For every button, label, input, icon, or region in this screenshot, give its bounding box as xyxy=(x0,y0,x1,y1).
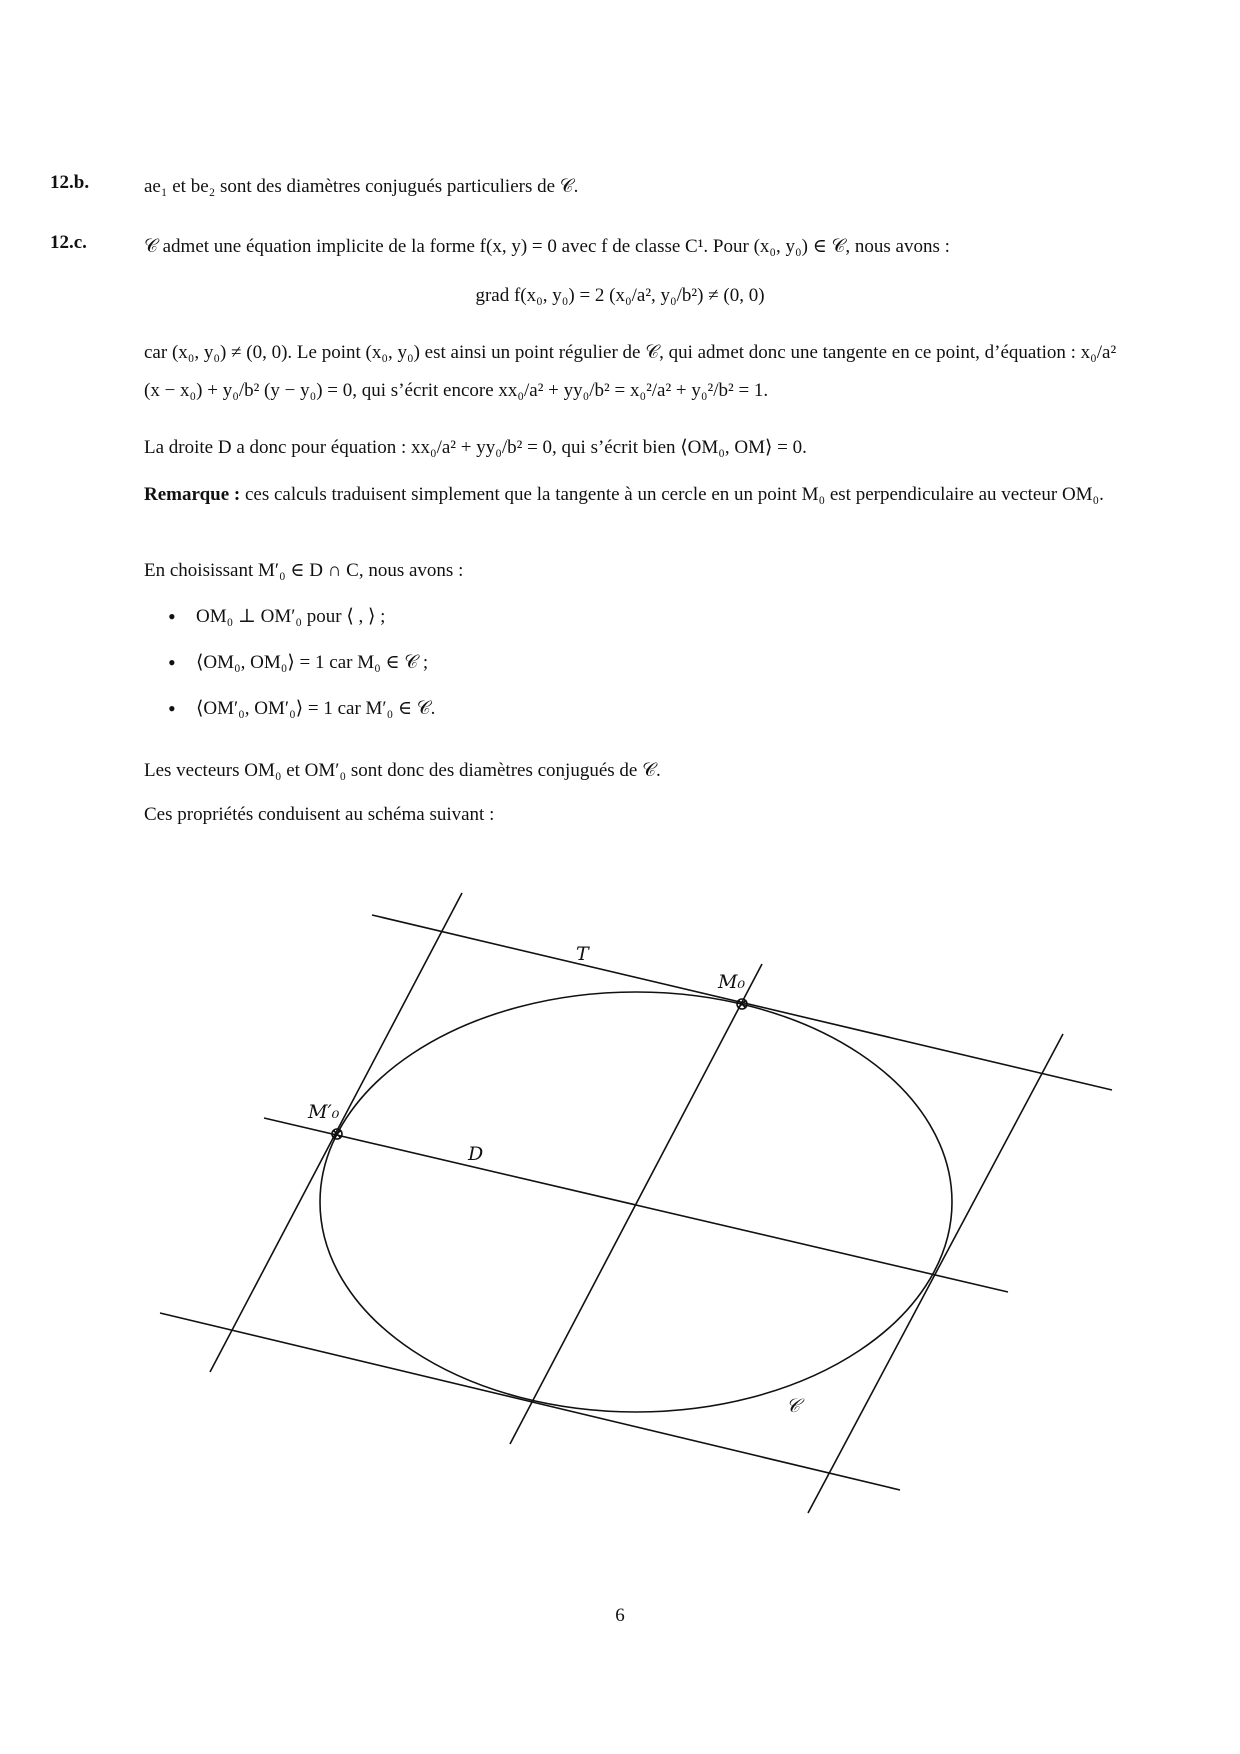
list-item: • ⟨OM₀, OM₀⟩ = 1 car M₀ ∈ 𝒞 ; xyxy=(168,648,435,694)
section-12c-intro: 𝒞 admet une équation implicite de la forme f(x, y) = 0 avec f de classe C¹. Pour (x₀, y₀) ∈ 𝒞, nous avons : xyxy=(144,236,950,257)
label-C: 𝒞 xyxy=(786,1395,800,1417)
page-number: 6 xyxy=(615,1605,625,1626)
remark-label: Remarque : xyxy=(144,484,241,505)
remark-text: ces calculs traduisent simplement que la tangente à un cercle en un point M₀ est perpendiculaire au vecteur OM₀. xyxy=(244,484,1104,505)
section-12b-sentence: ae₁ et be₂ sont des diamètres conjugués particuliers de 𝒞. xyxy=(144,176,579,197)
schema-intro: Ces propriétés conduisent au schéma suivant : xyxy=(144,804,495,825)
tangent-line-right xyxy=(808,1034,1063,1513)
section-number-12c: 12.c. xyxy=(50,232,87,253)
label-D: D xyxy=(468,1143,484,1165)
label-M0prime: M′₀ xyxy=(308,1101,340,1123)
gradient-equation: grad f(x₀, y₀) = 2 (x₀/a², y₀/b²) ≠ (0, 0) xyxy=(475,285,765,306)
choosing-paragraph: En choisissant M′₀ ∈ D ∩ C, nous avons : xyxy=(144,560,464,581)
list-item: • OM₀ ⊥ OM′₀ pour ⟨ , ⟩ ; xyxy=(168,602,435,648)
label-T: T xyxy=(576,943,589,965)
list-item: • ⟨OM′₀, OM′₀⟩ = 1 car M′₀ ∈ 𝒞. xyxy=(168,694,435,740)
diameter-line-OM0 xyxy=(510,964,762,1444)
regular-point-paragraph: car (x₀, y₀) ≠ (0, 0). Le point (x₀, y₀) est ainsi un point régulier de 𝒞, qui admet donc une tangente en ce point, d’équation : x₀/a² (x − x₀) + y₀/b² (y − y₀) = 0, qui s’écrit encore xx₀/a² + yy₀/b² = x₀²/a² + y₀²/b² = 1. xyxy=(144,342,1117,401)
section-number-12b: 12.b. xyxy=(50,172,90,193)
label-M0: M₀ xyxy=(718,971,746,993)
ellipse-C xyxy=(320,992,952,1412)
conclusion-paragraph: Les vecteurs OM₀ et OM′₀ sont donc des diamètres conjugués de 𝒞. xyxy=(144,760,661,781)
line-D-equation: La droite D a donc pour équation : xx₀/a² + yy₀/b² = 0, qui s’écrit bien ⟨OM₀, OM⟩ = 0. xyxy=(144,437,807,458)
